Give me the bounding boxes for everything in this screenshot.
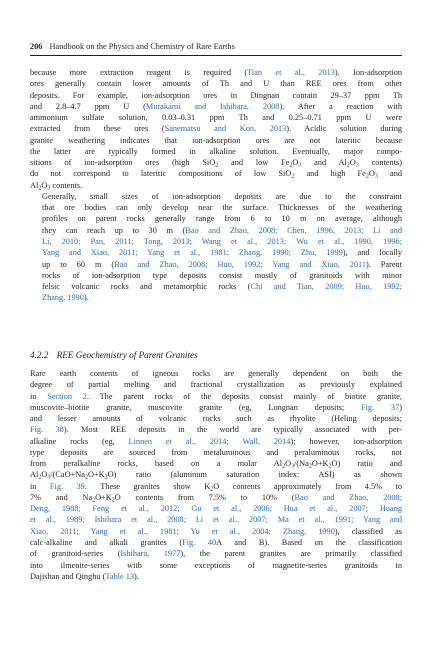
citation-link[interactable]: Sanematsu and Kon, 2013 <box>164 124 287 134</box>
subscript: 3 <box>47 474 51 481</box>
subscript: 2 <box>215 162 219 169</box>
citation-link[interactable]: Zhang, 1990 <box>42 293 84 303</box>
text-line: $Al_2O_3$ contents. <box>30 180 83 192</box>
text-line: do not correspond to lateritic compositions of low SiO$_2$ and high $Fe_2O_3$ and <box>30 169 402 180</box>
citation-link[interactable]: Ishihara, 1977 <box>120 549 181 559</box>
text-line <box>30 514 402 525</box>
text-line: extracted from these ores (Sanematsu and Kon, 2013). Acidic solution during <box>30 124 402 134</box>
subscript: 2 <box>38 474 42 481</box>
citation-link[interactable]: Fig. 40 <box>182 537 217 547</box>
paragraph <box>30 67 402 191</box>
subscript: 3 <box>47 185 51 192</box>
text-line: in Section 2. The parent rocks of the deposits consist mainly of biotite granite, <box>30 391 403 401</box>
subscript: 2 <box>282 463 286 470</box>
text-line: because more extraction reagent is required (Tian et al., 2013). Ion-adsorption <box>30 68 402 77</box>
subscript: 2 <box>346 162 350 169</box>
citation-link[interactable]: Yang and Xiao, 2011; Yang et al., 1981; Zhang, 1990; Zhu, 1999 <box>42 248 343 258</box>
text-line: the latter are typically formed in alkaline solution. Eventually, major compo- <box>30 146 402 156</box>
text-line: Dajishan and Qinghu (Table 13). <box>30 571 139 581</box>
text-line: Xiao, 2011; Yang et al., 1981; Yu et al., 2004; Zhang, 1990), classified as <box>30 526 402 536</box>
header-rule <box>30 55 402 56</box>
section-heading <box>30 349 402 361</box>
subscript: 2 <box>365 173 369 180</box>
subscript: 3 <box>298 162 302 169</box>
citation-link[interactable]: Bao and Zhao, 2008; <box>294 492 402 502</box>
citation-link[interactable]: Chi and Tian, 2009; Huo, 1992; <box>250 282 402 292</box>
subscript: 2 <box>308 463 312 470</box>
text-line: of granitoid-series (Ishihara, 1977), the parent granites are primarily classified <box>30 549 403 559</box>
subscript: 3 <box>374 173 378 180</box>
text-line: type deposits are sourced from metaluminous and peraluminous rocks, not <box>30 447 402 457</box>
text-line: in Fig. 39. These granites show $K_2O$ contents approximately from 4.5% to <box>30 481 402 493</box>
subscript: 2 <box>328 463 332 470</box>
text-line: and 2.8–4.7 ppm U (Murakami and Ishihara, 2008). After a reaction with <box>30 101 402 111</box>
text-line <box>30 236 402 247</box>
citation-link[interactable]: Fig. 37 <box>360 402 400 412</box>
citation-link[interactable]: Fig. 38 <box>30 425 64 435</box>
text-line: from peralkaline rocks, based on a molar $Al_2O_3/(Na_2O+K_2O)$ ratio and <box>30 459 403 470</box>
citation-link[interactable]: Bao and Zhao, 2008; Huo, 1992; Yang and Xiao, 2011 <box>114 259 366 269</box>
paragraph <box>30 191 402 304</box>
citation-link[interactable]: Linnen et al., 2014; Wall, 2014 <box>128 436 291 446</box>
text-line: that ore bodies can only develop near the surface. Thicknesses of the weathering <box>42 203 402 213</box>
text-line: and lesser amounts of volcanic rocks such as rhyolite (Heling deposits; <box>30 414 402 424</box>
text-line: 7% and $Na_2O+K_2O$ contents from 7.5% to 10% (Bao and Zhao, 2008; <box>30 492 402 504</box>
text-line: felsic volcanic rocks and metamorphic rocks (Chi and Tian, 2009; Huo, 1992; <box>42 282 402 292</box>
subscript: 2 <box>104 474 108 481</box>
subscript: 2 <box>92 497 96 504</box>
subscript: 2 <box>84 474 88 481</box>
citation-link[interactable]: Deng, 1988; Feng et al., 2012; Gu et al., 2006; Hua et al., 2007; Huang <box>30 504 402 514</box>
text-line: profiles on parent rocks generally range from 6 to 10 m on average, although <box>42 214 402 224</box>
text-line: sitions of ion-adsorption ores (high SiO$_2$ and low $Fe_2O_3$ and $Al_2O_3$ contents) <box>30 158 402 169</box>
subscript: 2 <box>38 185 42 192</box>
text-line <box>30 503 402 514</box>
text-line: they can reach up to 30 m (Bao and Zhao, 2008; Chen, 1996, 2013; Li and <box>42 225 403 235</box>
body-text-top <box>30 67 402 304</box>
text-line: Generally, small sizes of ion-adsorption deposits are due to the constraint <box>42 191 402 201</box>
running-header <box>30 42 402 52</box>
citation-link[interactable]: Murakami and Ishihara, 2008 <box>145 101 280 111</box>
text-line: into ilmenite-series with some exceptions of magnetite-series granitoids in <box>30 560 402 570</box>
text-line: deposits. For example, ion-adsorption ores in Dingnan contain 29–37 ppm Th <box>30 90 402 100</box>
text-line: ammonium sulfate solution, 0.03–0.31 ppm Th and 0.25–0.71 ppm U were <box>30 113 402 123</box>
citation-link[interactable]: et al., 1989; Ishihara et al., 2008; Li et al., 2007; Ma et al., 1991; Yang and <box>30 515 402 525</box>
text-line: degree of partial melting and fractional crystallization as previously explained <box>30 380 402 390</box>
text-line: Rare earth contents of igneous rocks are generally dependent on both the <box>30 369 402 378</box>
text-line: Fig. 38). Most REE deposits in the world are typically associated with per- <box>30 425 402 435</box>
text-line: granite weathering indicates that ion-adsorption ores are not lateritic because <box>30 135 402 145</box>
book-title: Handbook on the Physics and Chemistry of Rare Earths <box>49 42 235 51</box>
citation-link[interactable]: Tian et al., 2013 <box>247 68 335 77</box>
citation-link[interactable]: Xiao, 2011; Yang et al., 1981; Yu et al., 2004; Zhang, 1990 <box>30 526 335 536</box>
citation-link[interactable]: Li, 2010; Pan, 2011; Tong, 2013; Wang et al., 2013; Wu et al., 1990, 1996; <box>42 236 402 246</box>
citation-link[interactable]: Section 2 <box>47 391 87 401</box>
citation-link[interactable]: Table 13 <box>105 571 135 581</box>
text-line: rocks of ion-adsorption type deposits consist mostly of granitoids with minor <box>42 270 402 280</box>
text-line: alkaline rocks (eg, Linnen et al., 2014; Wall, 2014); however, ion-adsorption <box>30 436 402 446</box>
subscript: 3 <box>291 463 295 470</box>
body-text-bottom <box>30 368 402 582</box>
citation-link[interactable]: Fig. 39 <box>49 481 85 491</box>
section-number: 4.2.2 <box>30 350 49 360</box>
page-number: 206 <box>30 42 43 51</box>
subscript: 2 <box>210 486 214 493</box>
subscript: 2 <box>291 173 295 180</box>
subscript: 2 <box>289 162 293 169</box>
text-line: muscovite–biotite granite, muscovite granite (eg, Longnan deposits; Fig. 37) <box>30 402 402 412</box>
paragraph <box>30 368 402 582</box>
text-line: Zhang, 1990). <box>42 293 89 303</box>
subscript: 3 <box>355 162 359 169</box>
subscript: 2 <box>111 497 115 504</box>
text-line: up to 60 m (Bao and Zhao, 2008; Huo, 1992; Yang and Xiao, 2011). Parent <box>42 259 403 269</box>
text-line: $Al_2O_3/(CaO+Na_2O+K_2O)$ ratio (aluminum saturation index: ASI) as shown <box>30 470 402 481</box>
text-line: calc-alkaline and alkali granites (Fig. 40A and B). Based on the classification <box>30 537 403 547</box>
section-title: REE Geochemistry of Parent Granites <box>56 350 198 360</box>
text-line: Yang and Xiao, 2011; Yang et al., 1981; Zhang, 1990; Zhu, 1999), and locally <box>42 248 402 258</box>
text-line: ores generally contain lower amounts of Th and U than REE ores from other <box>30 79 402 89</box>
citation-link[interactable]: Bao and Zhao, 2008; Chen, 1996, 2013; Li and <box>185 225 403 235</box>
